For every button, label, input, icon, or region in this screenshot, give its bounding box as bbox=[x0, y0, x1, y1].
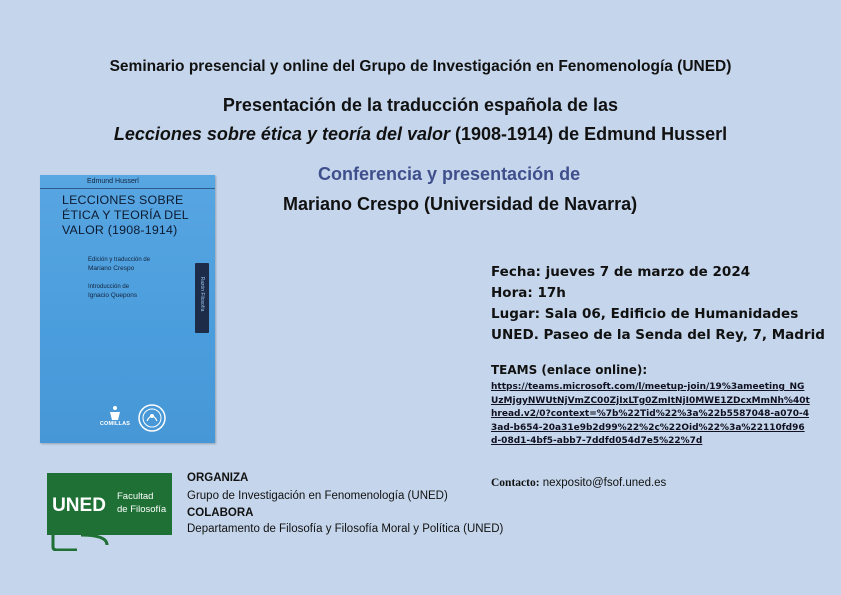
event-date: Fecha: jueves 7 de marzo de 2024 bbox=[491, 264, 751, 280]
contact-email[interactable]: nexposito@fsof.uned.es bbox=[539, 477, 667, 489]
book-title-line: ÉTICA Y TEORÍA DEL bbox=[62, 208, 189, 222]
comillas-label: COMILLAS bbox=[99, 421, 131, 427]
book-series-text: Razón Filosofía bbox=[199, 276, 205, 312]
presentation-title-line1: Presentación de la traducción española de las bbox=[222, 95, 619, 115]
uned-logo-text: UNED bbox=[52, 495, 106, 516]
teams-link[interactable]: https://teams.microsoft.com/l/meetup-join/19%3ameeting_NGUzMjgyNWUtNjVmZC00ZjIxLTg0ZmItNjI0MWE1ZDcxMmNh%40thread.v2/0?context=%7b%22Tid%22%3a%22b5587048-a070-43ad-b654-20a31e9b2d99%22%2c%22Oid%22%3a%22110fd96d-08d1-4bf5-abb7-7ddfd054d7e5%22%7d bbox=[491, 382, 810, 446]
event-details bbox=[491, 262, 825, 346]
contact-label: Contacto: bbox=[491, 477, 540, 489]
contact-line bbox=[491, 477, 666, 489]
book-intro-name: Ignacio Quepons bbox=[88, 292, 138, 299]
university-seal-icon bbox=[137, 403, 167, 433]
book-edition-name: Mariano Crespo bbox=[88, 265, 135, 272]
book-author: Edmund Husserl bbox=[87, 178, 139, 185]
book-cover bbox=[40, 175, 215, 443]
teams-label: TEAMS (enlace online): bbox=[491, 363, 648, 377]
uned-logo bbox=[47, 473, 111, 551]
book-intro-label: Introducción de bbox=[88, 284, 130, 290]
book-edition-label: Edición y traducción de bbox=[88, 257, 151, 263]
presentation-title-rest: (1908-1914) de Edmund Husserl bbox=[450, 124, 728, 144]
book-title-italic: Lecciones sobre ética y teoría del valor bbox=[113, 124, 451, 144]
colabora-heading: COLABORA bbox=[187, 507, 254, 519]
event-time: Hora: 17h bbox=[491, 285, 566, 301]
colabora-text: Departamento de Filosofía y Filosofía Moral y Política (UNED) bbox=[187, 523, 504, 535]
book-title-line: LECCIONES SOBRE bbox=[62, 193, 184, 207]
facultad-logo bbox=[111, 473, 172, 535]
seminar-title: Seminario presencial y online del Grupo de Investigación en Fenomenología (UNED) bbox=[109, 58, 732, 75]
comillas-logo bbox=[95, 405, 135, 427]
organiza-text: Grupo de Investigación en Fenomenología (UNED) bbox=[187, 490, 448, 502]
event-place: Lugar: Sala 06, Edificio de Humanidades bbox=[491, 306, 799, 322]
organiza-heading: ORGANIZA bbox=[187, 472, 249, 484]
speaker-name: Mariano Crespo (Universidad de Navarra) bbox=[283, 194, 638, 214]
facultad-line: de Filosofía bbox=[117, 504, 167, 515]
event-address: UNED. Paseo de la Senda del Rey, 7, Madrid bbox=[491, 327, 825, 343]
comillas-emblem-icon bbox=[108, 405, 122, 421]
book-title bbox=[62, 193, 212, 238]
book-top-rule bbox=[40, 188, 215, 189]
book-series-band bbox=[195, 263, 209, 333]
facultad-line: Facultad bbox=[117, 491, 154, 502]
book-title-line: VALOR (1908-1914) bbox=[62, 223, 178, 237]
conference-label: Conferencia y presentación de bbox=[318, 164, 581, 184]
presentation-title-line2 bbox=[0, 124, 841, 145]
